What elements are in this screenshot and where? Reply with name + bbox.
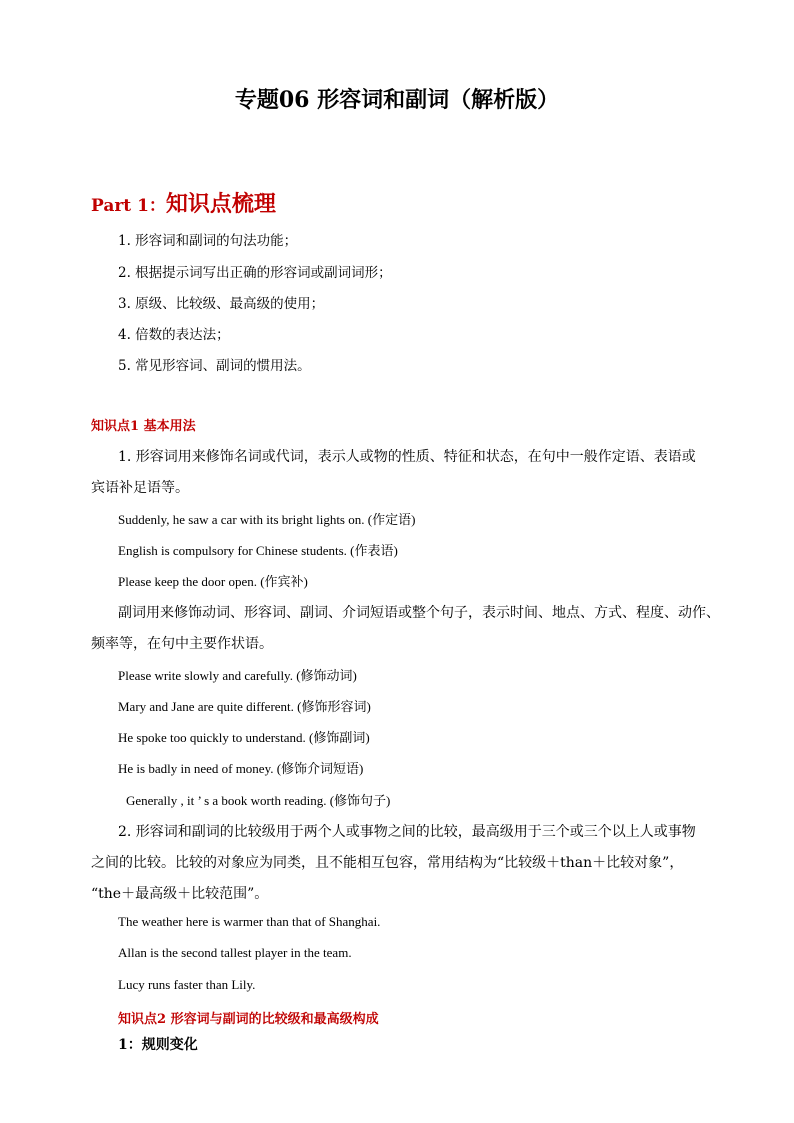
example-sentence: Allan is the second tallest player in the team. <box>118 945 352 960</box>
paragraph-line: 2. 形容词和副词的比较级用于两个人或事物之间的比较，最高级用于三个或三个以上人或事物 <box>118 824 696 840</box>
example-sentence: He spoke too quickly to understand. (修饰副词) <box>118 730 370 745</box>
example-sentence: He is badly in need of money. (修饰介词短语) <box>118 761 364 776</box>
paragraph-line: 宾语补足语等。 <box>91 480 189 496</box>
subsection-heading: 1：规则变化 <box>118 1037 198 1053</box>
example-sentence: The weather here is warmer than that of Shanghai. <box>118 914 381 929</box>
outline-item: 3. 原级、比较级、最高级的使用； <box>118 296 325 312</box>
example-sentence: Please keep the door open. (作宾补) <box>118 574 308 589</box>
paragraph-line: “the＋最高级＋比较范围”。 <box>91 886 269 902</box>
outline-item: 1. 形容词和副词的句法功能； <box>118 233 298 249</box>
outline-item: 4. 倍数的表达法； <box>118 327 230 343</box>
example-sentence: Suddenly, he saw a car with its bright lights on. (作定语) <box>118 512 416 527</box>
outline-item: 2. 根据提示词写出正确的形容词或副词词形； <box>118 265 392 281</box>
paragraph-line: 之间的比较。比较的对象应为同类，且不能相互包容，常用结构为“比较级＋than＋比较对象”， <box>91 855 684 871</box>
example-sentence: Please write slowly and carefully. (修饰动词) <box>118 668 357 683</box>
section-heading: 知识点2 形容词与副词的比较级和最高级构成 <box>118 1012 379 1027</box>
paragraph-line: 副词用来修饰动词、形容词、副词、介词短语或整个句子，表示时间、地点、方式、程度、动作、 <box>118 605 720 621</box>
paragraph-line: 1. 形容词用来修饰名词或代词，表示人或物的性质、特征和状态，在句中一般作定语、表语或 <box>118 449 696 465</box>
part-heading <box>91 187 276 218</box>
paragraph-line: 频率等，在句中主要作状语。 <box>91 636 273 652</box>
outline-item: 5. 常见形容词、副词的惯用法。 <box>118 358 311 374</box>
example-sentence: English is compulsory for Chinese students. (作表语) <box>118 543 398 558</box>
example-sentence: Generally , it ’ s a book worth reading. (修饰句子) <box>126 793 391 808</box>
example-sentence: Mary and Jane are quite different. (修饰形容词) <box>118 699 371 714</box>
example-sentence: Lucy runs faster than Lily. <box>118 977 256 992</box>
page-title: 专题06 形容词和副词（解析版） <box>234 87 560 113</box>
part-label: 知识点梳理 <box>165 191 276 217</box>
section-heading: 知识点1 基本用法 <box>91 419 196 434</box>
part-prefix: Part 1： <box>91 196 166 216</box>
